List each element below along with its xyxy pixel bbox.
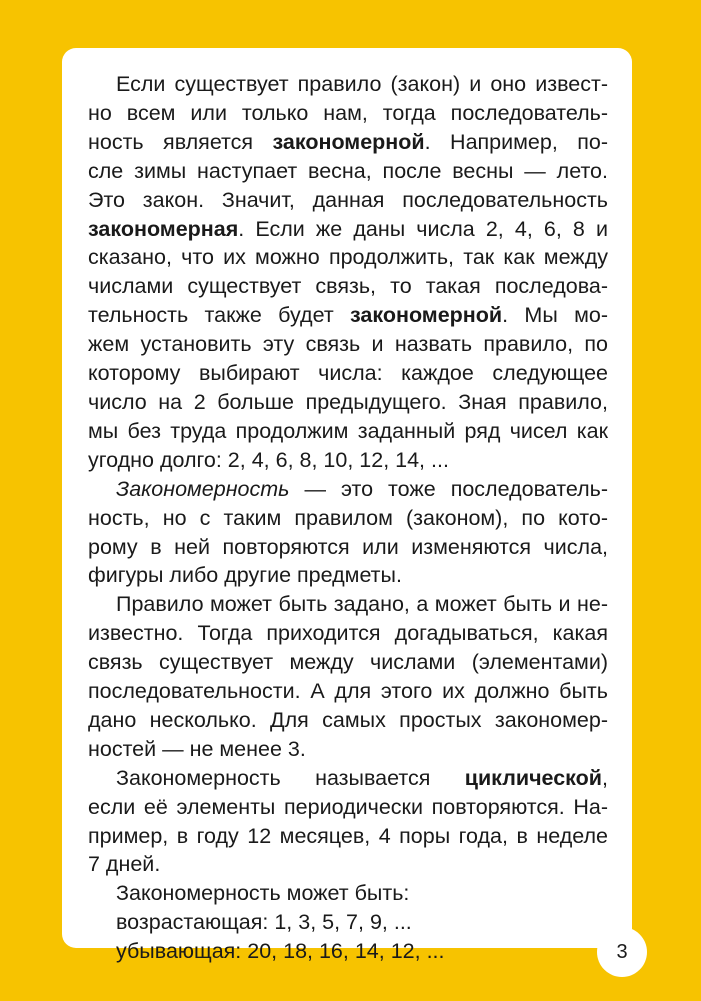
text-segment: Закономерность может быть: [116, 881, 410, 906]
text-segment: если её элементы периодически повторяются. На- [88, 794, 608, 819]
text-line [116, 937, 608, 966]
text-segment: ностей — не менее 3. [88, 736, 306, 761]
paragraph-2 [88, 475, 608, 591]
text-segment: . Мы мо- [502, 303, 609, 328]
text-line [88, 475, 608, 504]
text-segment: жем установить эту связь и назвать правило, по [88, 332, 608, 357]
text-segment: известно. Тогда приходится догадываться, какая [88, 621, 608, 646]
text-line [88, 70, 608, 99]
text-segment: ность, но с таким правилом (законом), по кото- [88, 505, 608, 530]
text-line [88, 417, 608, 446]
text-line [88, 822, 608, 851]
text-line [88, 850, 608, 879]
bold-term: закономерной [350, 303, 503, 328]
text-line [88, 677, 608, 706]
text-line [88, 243, 608, 272]
text-segment: . Если же даны числа 2, 4, 6, 8 и [238, 216, 608, 241]
paragraph-5 [88, 879, 608, 908]
sequence-list [88, 908, 608, 966]
text-segment: Это закон. Значит, данная последовательность [88, 187, 608, 212]
text-line [88, 793, 608, 822]
text-line [88, 706, 608, 735]
text-line [88, 99, 608, 128]
text-segment: числами существует связь, то такая последова- [88, 274, 608, 299]
text-segment: пример, в году 12 месяцев, 4 поры года, в неделе [88, 823, 608, 848]
text-line [88, 619, 608, 648]
text-segment: угодно долго: 2, 4, 6, 8, 10, 12, 14, ... [88, 447, 449, 472]
text-segment: — это тоже последователь- [289, 476, 608, 501]
text-segment: число на 2 больше предыдущего. Зная правило, [88, 389, 608, 414]
text-line [88, 272, 608, 301]
text-line [88, 561, 608, 590]
text-segment: Правило может быть задано, а может быть и не- [116, 592, 608, 617]
text-segment: ность является [88, 129, 273, 154]
text-line [88, 330, 608, 359]
paragraph-1 [88, 70, 608, 475]
paragraph-4 [88, 764, 608, 880]
text-segment: но всем или только нам, тогда последователь- [88, 100, 608, 125]
text-line [88, 504, 608, 533]
text-line [88, 533, 608, 562]
paragraph-3 [88, 590, 608, 763]
text-line [88, 879, 608, 908]
text-line [88, 648, 608, 677]
text-line [88, 359, 608, 388]
text-line [88, 388, 608, 417]
text-segment: дано несколько. Для самых простых закономер- [88, 707, 608, 732]
text-segment: сле зимы наступает весна, после весны — лето. [88, 158, 608, 183]
text-line [116, 908, 608, 937]
text-segment: которому выбирают числа: каждое следующее [88, 361, 608, 386]
text-segment: последовательности. А для этого их должно быть [88, 679, 608, 704]
text-segment: тельность также будет [88, 303, 350, 328]
text-segment: мы без труда продолжим заданный ряд чисел как [88, 418, 608, 443]
text-line [88, 157, 608, 186]
text-line [88, 215, 608, 244]
text-segment: , [602, 765, 608, 790]
text-segment: возрастающая: 1, 3, 5, 7, 9, ... [116, 910, 412, 935]
text-segment: Закономерность называется [116, 765, 465, 790]
text-segment: Если существует правило (закон) и оно извест- [116, 72, 608, 96]
text-line [88, 590, 608, 619]
bold-term: закономерная [88, 216, 239, 241]
text-line [88, 764, 608, 793]
text-segment: 7 дней. [88, 852, 161, 877]
page-number: 3 [597, 927, 647, 977]
text-line [88, 128, 608, 157]
italic-term: Закономерность [116, 476, 290, 501]
text-line [88, 301, 608, 330]
text-segment: рому в ней повторяются или изменяются числа, [88, 534, 608, 559]
text-segment: фигуры либо другие предметы. [88, 563, 402, 588]
bold-term: закономерной [272, 129, 425, 154]
text-segment: связь существует между числами (элементами) [88, 650, 608, 675]
text-segment: сказано, что их можно продолжить, так как между [88, 245, 608, 270]
text-line [88, 186, 608, 215]
text-segment: убывающая: 20, 18, 16, 14, 12, ... [116, 939, 445, 964]
text-line [88, 446, 608, 475]
text-segment: . Например, по- [424, 129, 608, 154]
text-line [88, 735, 608, 764]
bold-term: циклической [464, 765, 603, 790]
text-block [88, 70, 608, 966]
